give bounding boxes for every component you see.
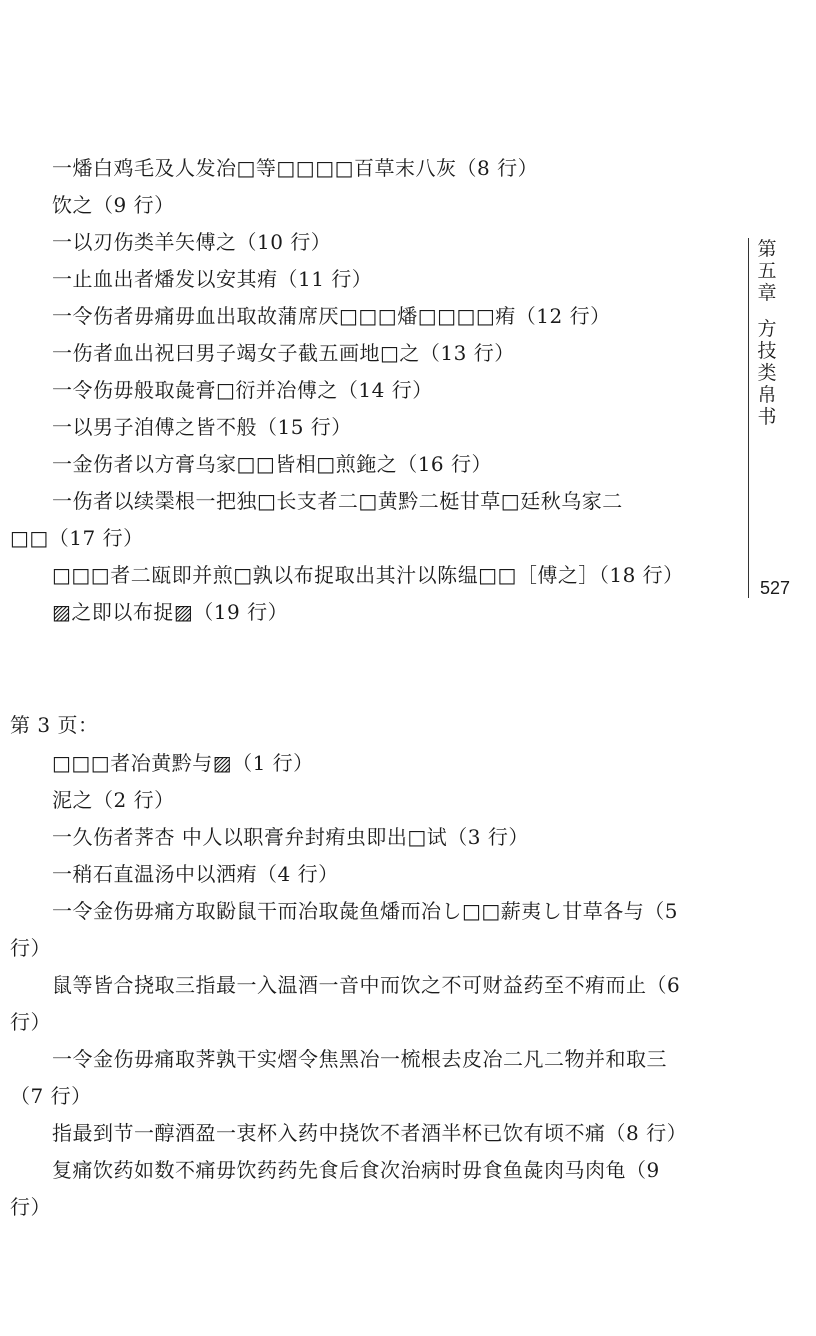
text-line: 行）: [10, 936, 51, 960]
header-char: 章: [757, 282, 777, 304]
text-line: ▨之即以布捉▨（19 行）: [52, 600, 289, 624]
text-line: 一燔白鸡毛及人发冶□等□□□□百草末八灰（8 行）: [52, 156, 539, 180]
text-line: 一令金伤毋痛方取鼢鼠干而冶取彘鱼燔而冶し□□薪夷し甘草各与（5: [52, 899, 679, 923]
section-heading: 第 3 页：: [10, 713, 99, 737]
page-number: 527: [760, 578, 791, 598]
text-line: 行）: [10, 1010, 51, 1034]
text-line: 行）: [10, 1195, 51, 1219]
header-char: 五: [757, 260, 777, 282]
text-line: 饮之（9 行）: [52, 193, 175, 217]
text-line: 复痛饮药如数不痛毋饮药药先食后食次治病时毋食鱼彘肉马肉龟（9: [52, 1158, 660, 1182]
side-divider: [748, 238, 749, 598]
header-char: 方: [757, 318, 777, 340]
text-line: 一稍石直温汤中以洒痏（4 行）: [52, 862, 339, 886]
text-line: 一伤者以续𪐺根一把独□长支者二□黄黔二梃甘草□廷秋乌家二: [52, 489, 623, 513]
chapter-label: [754, 238, 780, 304]
text-line: 泥之（2 行）: [52, 788, 175, 812]
chapter-title: [754, 318, 780, 428]
text-line: 一以男子洎傅之皆不般（15 行）: [52, 415, 352, 439]
spacer: [754, 304, 780, 318]
text-line: 一止血出者燔发以安其痏（11 行）: [52, 267, 373, 291]
text-line: □□（17 行）: [10, 526, 144, 550]
text-line: 指最到节一醇酒盈一衷杯入药中挠饮不者酒半杯已饮有顷不痛（8 行）: [52, 1121, 688, 1145]
header-char: 第: [757, 238, 777, 260]
text-line: 一令伤毋般取彘膏□衍并冶傅之（14 行）: [52, 378, 433, 402]
header-char: 类: [757, 362, 777, 384]
running-header: [754, 238, 780, 428]
text-line: 鼠等皆合挠取三指最一入温酒一音中而饮之不可财益药至不痏而止（6: [52, 973, 681, 997]
text-line: 一久伤者荠杏 中人以职膏弁封痏虫即出□试（3 行）: [52, 825, 529, 849]
text-line: □□□者二瓯即并煎□孰以布捉取出其汁以陈缊□□［傅之］（18 行）: [52, 563, 684, 587]
text-line: 一伤者血出祝曰男子竭女子截五画地□之（13 行）: [52, 341, 515, 365]
text-line: （7 行）: [10, 1084, 92, 1108]
header-char: 帛: [757, 384, 777, 406]
text-line: 一令金伤毋痛取荠孰干实熠令焦黑冶一梳根去皮冶二凡二物并和取三: [52, 1047, 667, 1071]
text-line: 一金伤者以方膏乌家□□皆相□煎鉇之（16 行）: [52, 452, 492, 476]
text-line: 一令伤者毋痛毋血出取故蒲席厌□□□燔□□□□痏（12 行）: [52, 304, 611, 328]
text-line: □□□者冶黄黔与▨（1 行）: [52, 751, 314, 775]
header-char: 技: [757, 340, 777, 362]
text-line: 一以刃伤类羊矢傅之（10 行）: [52, 230, 332, 254]
header-char: 书: [757, 406, 777, 428]
